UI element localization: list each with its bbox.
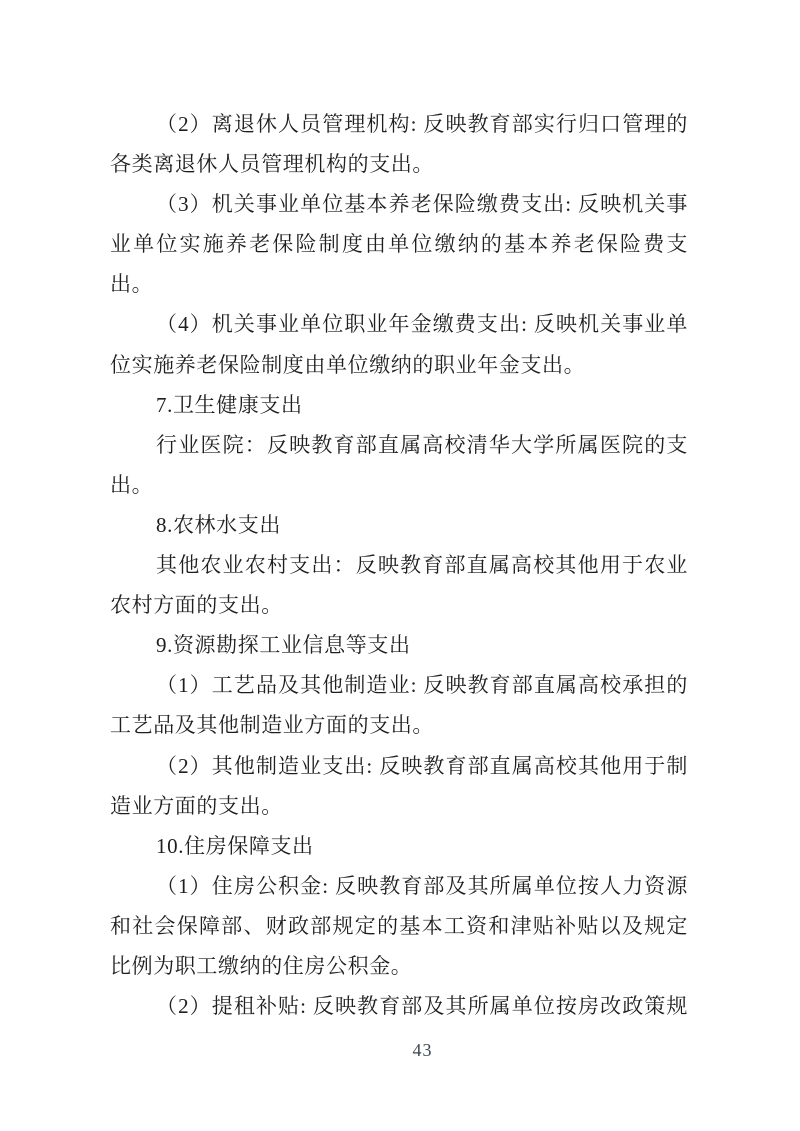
text-line: （2）提租补贴: 反映教育部及其所属单位按房改政策规	[156, 994, 688, 1019]
text-line: 工艺品及其他制造业方面的支出。	[110, 713, 434, 738]
page-number: 43	[412, 1040, 433, 1060]
text-line: 造业方面的支出。	[110, 793, 283, 818]
section-heading: 10.住房保障支出	[156, 833, 314, 858]
section-heading: 7.卫生健康支出	[156, 392, 303, 417]
section-heading: 9.资源勘探工业信息等支出	[156, 633, 411, 658]
text-line: 行业医院：反映教育部直属高校清华大学所属医院的支	[156, 432, 688, 457]
text-line: 位实施养老保险制度由单位缴纳的职业年金支出。	[110, 352, 586, 377]
text-line: 比例为职工缴纳的住房公积金。	[110, 953, 413, 978]
text-line: 各类离退休人员管理机构的支出。	[110, 152, 434, 177]
text-line: （4）机关事业单位职业年金缴费支出: 反映机关事业单	[156, 312, 688, 337]
section-heading: 8.农林水支出	[156, 512, 281, 537]
text-line: （1）住房公积金: 反映教育部及其所属单位按人力资源	[156, 873, 688, 898]
text-line: （2）其他制造业支出: 反映教育部直属高校其他用于制	[156, 753, 688, 778]
document-body	[110, 104, 688, 1026]
text-line: 农村方面的支出。	[110, 593, 283, 618]
text-line: 业单位实施养老保险制度由单位缴纳的基本养老保险费支	[110, 232, 688, 257]
page-footer	[0, 1040, 800, 1061]
text-line: （2）离退休人员管理机构: 反映教育部实行归口管理的	[156, 112, 688, 136]
text-line: 和社会保障部、财政部规定的基本工资和津贴补贴以及规定	[110, 913, 688, 938]
text-line: 出。	[110, 272, 154, 297]
text-line: 其他农业农村支出：反映教育部直属高校其他用于农业	[156, 553, 688, 578]
text-line: 出。	[110, 472, 154, 497]
text-line: （3）机关事业单位基本养老保险缴费支出: 反映机关事	[156, 192, 688, 217]
text-line: （1）工艺品及其他制造业: 反映教育部直属高校承担的	[156, 673, 688, 698]
